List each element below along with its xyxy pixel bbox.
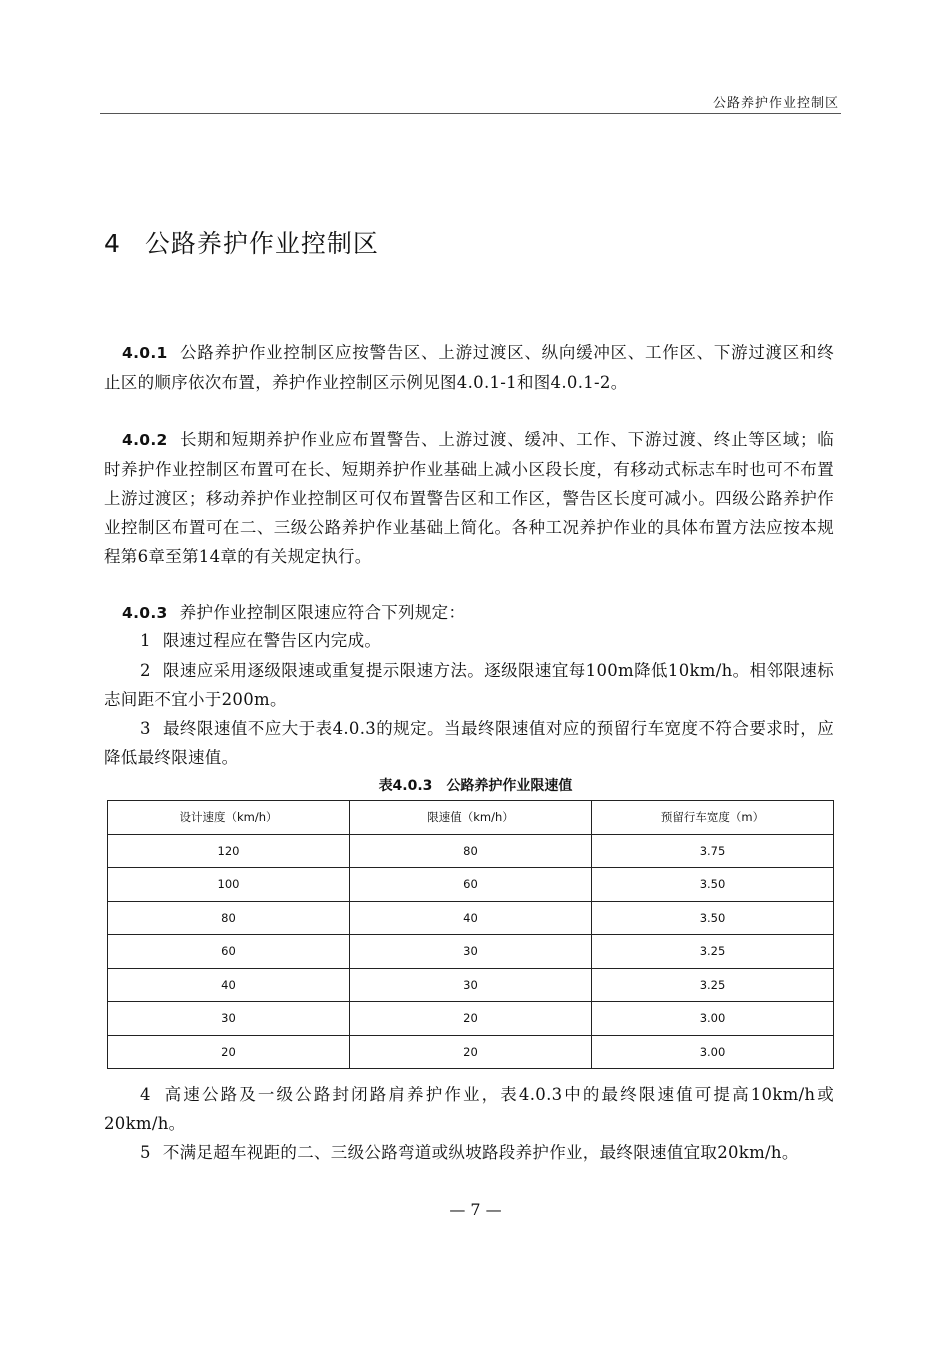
table-cell: 40 [108,968,350,1002]
table-cell: 120 [108,834,350,868]
clause-4-0-2 [104,425,834,571]
table-cell: 30 [108,1002,350,1036]
chapter-number: 4 [104,229,121,258]
table-row [108,935,834,969]
clause-number: 4.0.1 [122,344,168,362]
table-cell: 20 [350,1002,592,1036]
table-cell: 20 [350,1035,592,1069]
clause-text: 公路养护作业控制区应按警告区、上游过渡区、纵向缓冲区、工作区、下游过渡区和终止区的顺序依次布置，养护作业控制区示例见图4.0.1-1和图4.0.1-2。 [104,343,834,392]
table-header-cell: 预留行车宽度（m） [592,801,834,835]
clause-4-0-1 [104,338,834,397]
list-item-3 [104,714,834,772]
table-row [108,868,834,902]
table-cell: 3.75 [592,834,834,868]
clause-number: 4.0.2 [122,431,168,449]
table-cell: 3.00 [592,1002,834,1036]
item-index: 3 [140,719,151,738]
table-row [108,1002,834,1036]
table-header-cell: 设计速度（km/h） [108,801,350,835]
table-cell: 30 [350,935,592,969]
table-header-row [108,801,834,835]
running-header: 公路养护作业控制区 [712,96,839,111]
table-cell: 20 [108,1035,350,1069]
table-cell: 3.25 [592,935,834,969]
list-item-5 [104,1138,834,1167]
table-cell: 60 [350,868,592,902]
list-item-4 [104,1080,834,1138]
clause-number: 4.0.3 [122,604,168,622]
table-caption-number: 表4.0.3 [378,778,433,794]
table-header-cell: 限速值（km/h） [350,801,592,835]
table-row [108,1035,834,1069]
chapter-title [104,224,379,260]
list-item-2 [104,656,834,714]
table-cell: 3.00 [592,1035,834,1069]
item-index: 2 [140,661,151,680]
table-row [108,901,834,935]
table-cell: 30 [350,968,592,1002]
item-text: 限速应采用逐级限速或重复提示限速方法。逐级限速宜每100m降低10km/h。相邻限速标志间距不宜小于200m。 [104,661,834,709]
table-cell: 40 [350,901,592,935]
table-row [108,834,834,868]
table-cell: 3.50 [592,868,834,902]
chapter-title-text: 公路养护作业控制区 [144,229,379,258]
header-rule [100,113,841,114]
table-row [108,968,834,1002]
item-text: 最终限速值不应大于表4.0.3的规定。当最终限速值对应的预留行车宽度不符合要求时，应降低最终限速值。 [104,719,834,767]
list-item-1 [104,626,834,655]
table-cell: 60 [108,935,350,969]
speed-limit-table [107,800,834,1069]
clause-4-0-3 [104,598,834,628]
table-cell: 3.50 [592,901,834,935]
item-index: 1 [140,631,151,650]
page-number: — 7 — [449,1200,502,1219]
clause-text: 养护作业控制区限速应符合下列规定： [179,603,466,622]
table-cell: 80 [350,834,592,868]
table-cell: 80 [108,901,350,935]
table-cell: 100 [108,868,350,902]
item-text: 高速公路及一级公路封闭路肩养护作业，表4.0.3中的最终限速值可提高10km/h或20km/h。 [104,1085,834,1133]
item-index: 5 [140,1143,151,1162]
table-caption [0,775,951,795]
item-index: 4 [140,1085,151,1104]
clause-text: 长期和短期养护作业应布置警告、上游过渡、缓冲、工作、下游过渡、终止等区域；临时养护作业控制区布置可在长、短期养护作业基础上减小区段长度，有移动式标志车时也可不布置上游过渡区；移动养护作业控制区可仅布置警告区和工作区，警告区长度可减小。四级公路养护作业控制区布置可在二、三级公路养护作业基础上简化。各种工况养护作业的具体布置方法应按本规程第6章至第14章的有关规定执行。 [104,430,834,566]
item-text: 限速过程应在警告区内完成。 [162,631,382,650]
table-caption-title: 公路养护作业限速值 [446,778,573,794]
table-cell: 3.25 [592,968,834,1002]
item-text: 不满足超车视距的二、三级公路弯道或纵坡路段养护作业，最终限速值宜取20km/h。 [162,1143,799,1162]
